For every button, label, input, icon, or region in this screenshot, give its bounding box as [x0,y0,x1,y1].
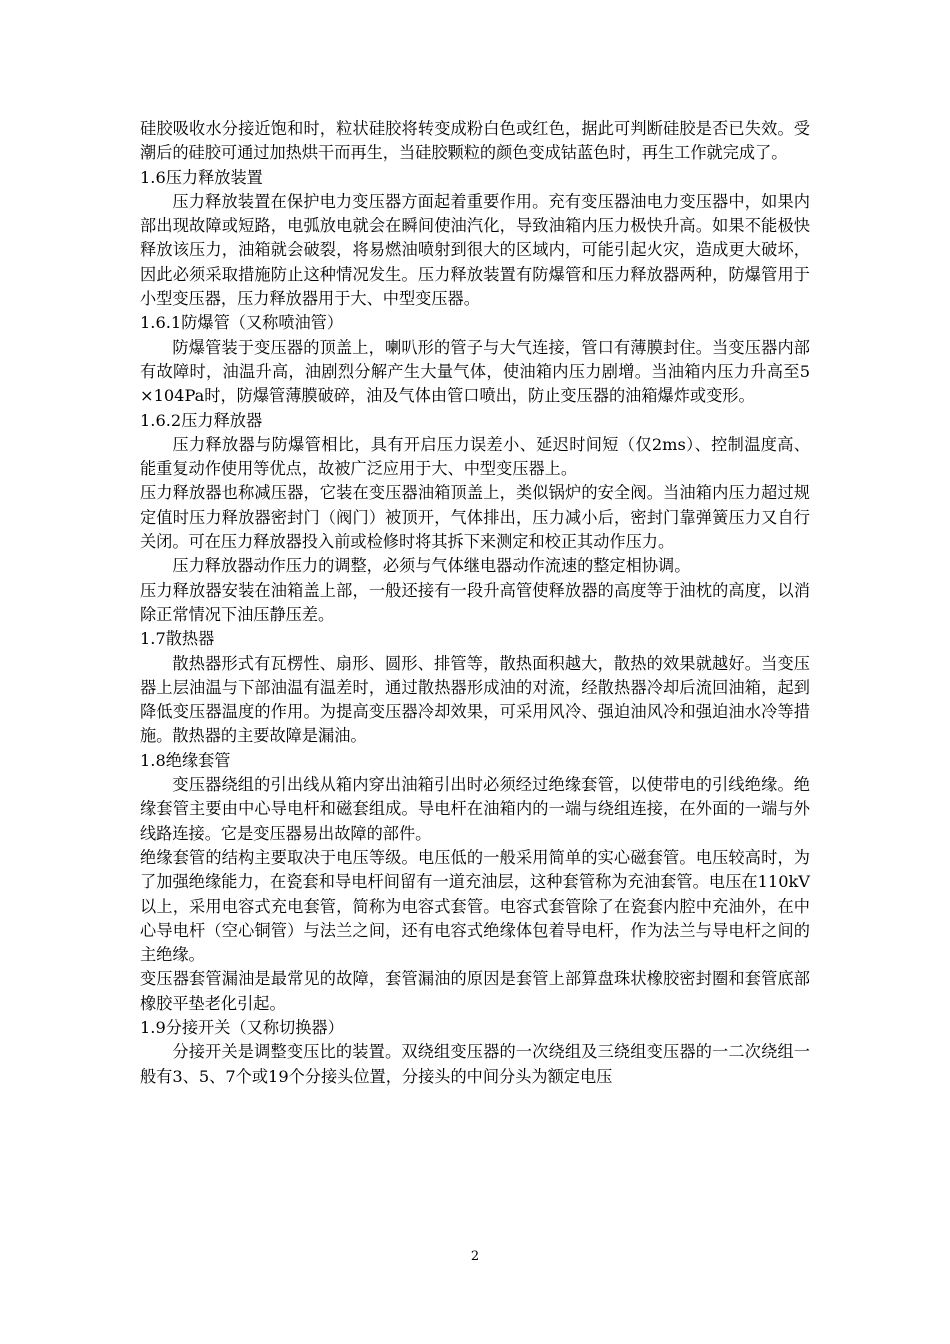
paragraph-explosion-pipe: 防爆管装于变压器的顶盖上，喇叭形的管子与大气连接，管口有薄膜封住。当变压器内部有故障时，油温升高，油剧烈分解产生大量气体，使油箱内压力剧增。当油箱内压力升高至5×104Pa时，防爆管薄膜破碎，油及气体由管口喷出，防止变压器的油箱爆炸或变形。 [140,337,810,406]
section-heading-1-7: 1.7散热器 [140,629,215,649]
paragraph-relief-valve-installation: 压力释放器安装在油箱盖上部，一般还接有一段升高管使释放器的高度等于油枕的高度，以消除正常情况下油压静压差。 [140,580,810,624]
section-heading-1-6-2: 1.6.2压力释放器 [140,410,263,430]
paragraph-relief-valve-advantages: 压力释放器与防爆管相比，具有开启压力误差小、延迟时间短（仅2ms）、控制温度高、能重复动作使用等优点，故被广泛应用于大、中型变压器上。 [140,434,810,479]
paragraph-pressure-relief-intro: 压力释放装置在保护电力变压器方面起着重要作用。充有变压器油电力变压器中，如果内部出现故障或短路，电弧放电就会在瞬间使油汽化，导致油箱内压力极快升高。如果不能极快释放该压力，油箱就会破裂，将易燃油喷射到很大的区域内，可能引起火灾，造成更大破坏，因此必须采取措施防止这种情况发生。压力释放装置有防爆管和压力释放器两种，防爆管用于小型变压器，压力释放器用于大、中型变压器。 [140,191,810,309]
section-heading-1-6-1: 1.6.1防爆管（又称喷油管） [140,313,344,333]
paragraph-tap-changer: 分接开关是调整变压比的装置。双绕组变压器的一次绕组及三绕组变压器的一二次绕组一般有3、5、7个或19个分接头位置，分接头的中间分头为额定电压 [140,1042,810,1086]
paragraph-bushing-leakage: 变压器套管漏油是最常见的故障，套管漏油的原因是套管上部算盘珠状橡胶密封圈和套管底部橡胶平垫老化引起。 [140,969,810,1013]
paragraph-silica-gel: 硅胶吸收水分接近饱和时，粒状硅胶将转变成粉白色或红色，据此可判断硅胶是否已失效。受潮后的硅胶可通过加热烘干而再生，当硅胶颗粒的颜色变成钴蓝色时，再生工作就完成了。 [140,119,810,163]
page-number: 2 [470,1249,480,1264]
section-heading-1-8: 1.8绝缘套管 [140,750,231,770]
section-heading-1-9: 1.9分接开关（又称切换器） [140,1017,344,1037]
paragraph-relief-valve-adjustment: 压力释放器动作压力的调整，必须与气体继电器动作流速的整定相协调。 [172,556,691,576]
paragraph-radiator: 散热器形式有瓦楞性、扇形、圆形、排管等，散热面积越大，散热的效果就越好。当变压器上层油温与下部油温有温差时，通过散热器形成油的对流，经散热器冷却后流回油箱，起到降低变压器温度的作用。为提高变压器冷却效果，可采用风冷、强迫油风冷和强迫油水冷等措施。散热器的主要故障是漏油。 [140,653,810,746]
paragraph-relief-valve-function: 压力释放器也称减压器，它装在变压器油箱顶盖上，类似锅炉的安全阀。当油箱内压力超过规定值时压力释放器密封门（阀门）被顶开，气体排出，压力减小后，密封门靠弹簧压力又自行关闭。可在压力释放器投入前或检修时将其拆下来测定和校正其动作压力。 [140,483,810,552]
paragraph-bushing-intro: 变压器绕组的引出线从箱内穿出油箱引出时必须经过绝缘套管，以使带电的引线绝缘。绝缘套管主要由中心导电杆和磁套组成。导电杆在油箱内的一端与绕组连接，在外面的一端与外线路连接。它是变压器易出故障的部件。 [140,775,810,843]
document-body [140,117,810,1089]
section-heading-1-6: 1.6压力释放装置 [140,167,263,187]
paragraph-bushing-structure: 绝缘套管的结构主要取决于电压等级。电压低的一般采用简单的实心磁套管。电压较高时，为了加强绝缘能力，在瓷套和导电杆间留有一道充油层，这种套管称为充油套管。电压在110kV以上，采用电容式充电套管，简称为电容式套管。电容式套管除了在瓷套内腔中充油外，在中心导电杆（空心铜管）与法兰之间，还有电容式绝缘体包着导电杆，作为法兰与导电杆之间的主绝缘。 [140,847,810,965]
